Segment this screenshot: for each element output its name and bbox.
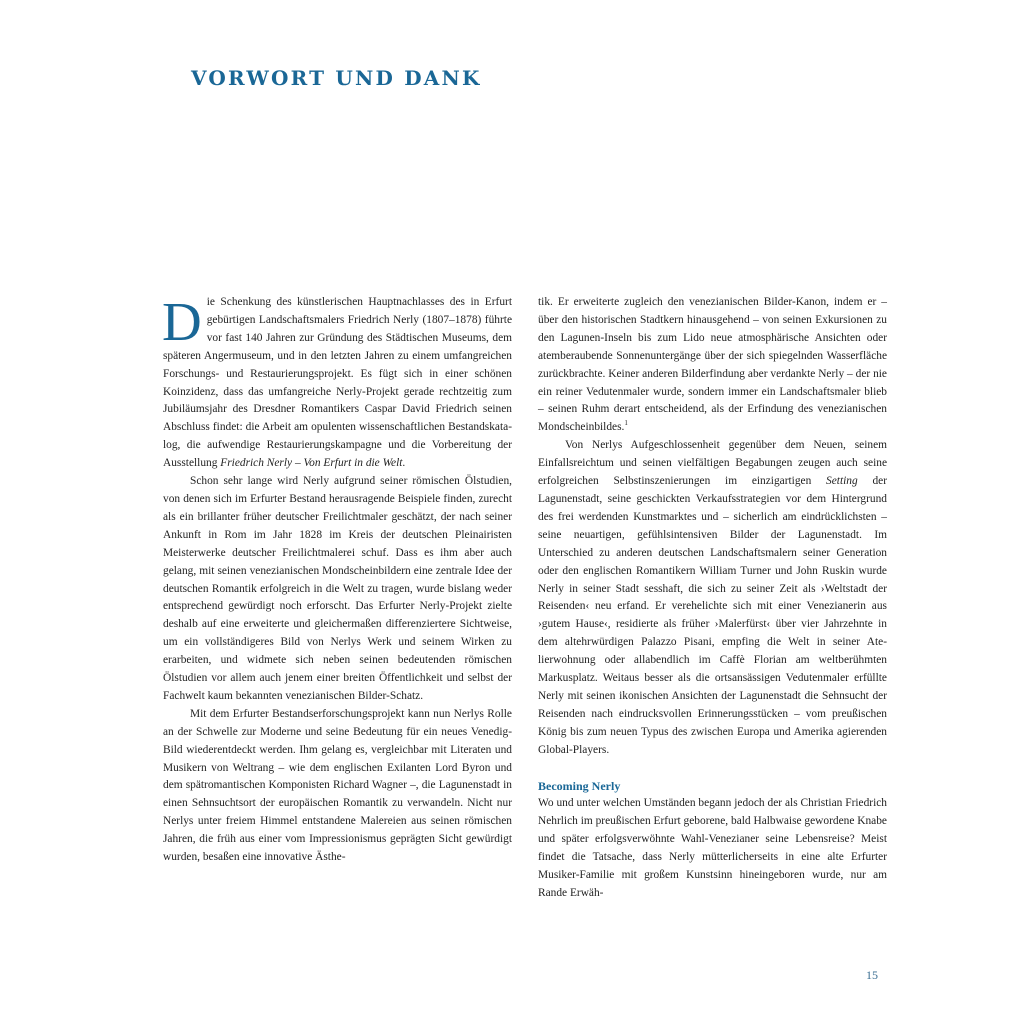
subheading-becoming-nerly: Becoming Nerly [538, 778, 621, 793]
paragraph-moonlight [538, 294, 887, 437]
paragraph-text: Von Nerlys Aufgeschlossenheit gegenüber dem Neuen, seinem Einfallsreichtum und seinen vielfältigen Begabungen zeugen auch seine erfolgreichen Selbstinszenierungen im einzigartigen [538, 439, 887, 488]
paragraph-text: der Lagunenstadt, seine geschickten Verkaufsstrategien vor dem Hintergrund des frei werdenden Kunstmarktes und – sicherlich am eindrücklichsten – seine neuartigen, gefühlsintensiven Bilder der Lagunenstadt. Im Unterschied zu anderen deutschen Landschaftsmalern seiner Generation oder den englischen Romantikern William Turner und John Ruskin wurde Nerly in seiner Stadt sesshaft, die sich zu seiner Zeit als ›Weltstadt der Reisenden‹ neu erfand. Er verehelichte sich mit einer Venezianerin aus ›gutem Hause‹, residierte als früher ›Malerfürst‹ über vier Jahrzehnte in dem altehrwürdigen Palazzo Pisani, empfing die Welt in seiner Atelierwohnung oder allabendlich im Caffè Florian am weltberühmten Markusplatz. Weitaus besser als die ortsansässigen Vedutenmaler erfüllte Nerly mit seinen ikonischen Ansichten der Lagunenstadt die Sehnsucht der Reisenden nach eindrucksvollen Erinnerungsstücken – vom preußischen König bis zum neuen Typus des zwischen Europa und Amerika agierenden Global-Players. [538, 475, 887, 756]
paragraph-oil-studies: Schon sehr lange wird Nerly aufgrund seiner römischen Ölstudien, von denen sich im Erfurter Bestand herausragende Beispiele finden, zurecht als ein brillanter früher deutscher Freilichtmaler geschätzt, der nach seiner Ankunft in Rom im Jahr 1828 im Kreis der deutschen Pleinairisten Meisterwerke deutscher Freilichtmalerei schuf. Dass es ihm aber auch gelang, mit seinen venezianischen Mondscheinbildern eine zentrale Idee der deutschen Romantik erfolgreich in die Welt zu tragen, wurde bislang weder entsprechend gewürdigt noch erforscht. Das Erfurter Nerly-Projekt zielte deshalb auf eine erweiterte und gleichermaßen differenziertere Sichtweise, um ein vollständigeres Bild von Nerlys Werk und seinem Wirken zu erarbeiten, und widmete sich neben seinen bedeutenden römischen Ölstudien vor allem auch jenem einer breiten Öffentlichkeit und selbst der Fachwelt kaum bekannten venezianischen Bilder-Schatz. [163, 475, 512, 702]
paragraph-self-staging [538, 437, 887, 759]
drop-cap: D [162, 291, 202, 352]
italic-term: Setting [826, 475, 858, 488]
left-column [162, 291, 512, 867]
footnote-marker[interactable]: 1 [624, 419, 628, 428]
page-title: VORWORT UND DANK [191, 66, 482, 90]
paragraph-intro [162, 291, 512, 473]
paragraph-text: ie Schenkung des künstlerischen Hauptnachlasses des in Erfurt gebürtigen Landschaftsmalers Friedrich Nerly (1807–1878) führte vor fast 140 Jahren zur Gründung des Städtischen Museums, dem späteren Angermuseum, und in den letzten Jahren zu einem umfangreichen Forschungs- und Restaurierungsprojekt. Es fügt sich in einer schönen Koinzidenz, dass das umfangreiche Nerly-Projekt gerade rechtzeitig zum Jubiläumsjahr des Dresdner Romantikers Caspar David Friedrich seinen Abschluss findet: die Arbeit am opulenten wissenschaftlichen Bestandskatalog, die aufwendige Restaurierungskampagne und die Vorbereitung der Ausstellung [163, 296, 512, 470]
page-number: 15 [866, 968, 878, 982]
right-column [538, 294, 887, 903]
paragraph-text: . [402, 457, 406, 470]
paragraph-text: tik. Er erweiterte zugleich den venezianischen Bilder-Kanon, indem er – über den historischen Stadtkern hinausgehend – von seinen Exkursionen zu den Lagunen-Inseln bis zum Lido neue atmosphärische Ansichten oder atemberaubende Sonnenuntergänge über der sich spiegelnden Wasserfläche zurückbrachte. Keiner anderen Bilderfindung aber verdankte Nerly – der nie ein reiner Vedutenmaler wurde, sondern immer ein Landschaftsmaler blieb – seinen Ruhm derart entscheidend, als der Erfindung des venezianischen Mondscheinbildes. [538, 296, 887, 434]
exhibition-title: Friedrich Nerly – Von Erfurt in die Welt [220, 457, 403, 470]
paragraph-research-project: Mit dem Erfurter Bestandserforschungsprojekt kann nun Nerlys Rolle an der Schwelle zur Moderne und seine Bedeutung für ein neues Venedig-Bild wiederentdeckt werden. Ihm gelang es, vergleichbar mit Literaten und Musikern von Weltrang – wie dem englischen Exilanten Lord Byron und dem spätromantischen Komponisten Richard Wagner –, die Lagunenstadt in einen Sehnsuchtsort der europäischen Romantik zu verwandeln. Nicht nur Nerlys unter freiem Himmel entstandene Malereien aus seinen römischen Jahren, die früh aus einer vom Impressionismus geprägten Sicht gewürdigt wurden, besaßen eine innovative Ästhe- [163, 707, 512, 864]
paragraph-origins: Wo und unter welchen Umständen begann jedoch der als Christian Friedrich Nehrlich im preußischen Erfurt geborene, bald Halbwaise gewordene Knabe und später erfolgsverwöhnte Wahl-Venezianer seine Lebensreise? Meist findet die Tatsache, dass Nerly mütterlicherseits in eine alte Erfurter Musiker-Familie mit großem Kunstsinn hineingeboren wurde, nur am Rande Erwäh- [538, 797, 887, 899]
